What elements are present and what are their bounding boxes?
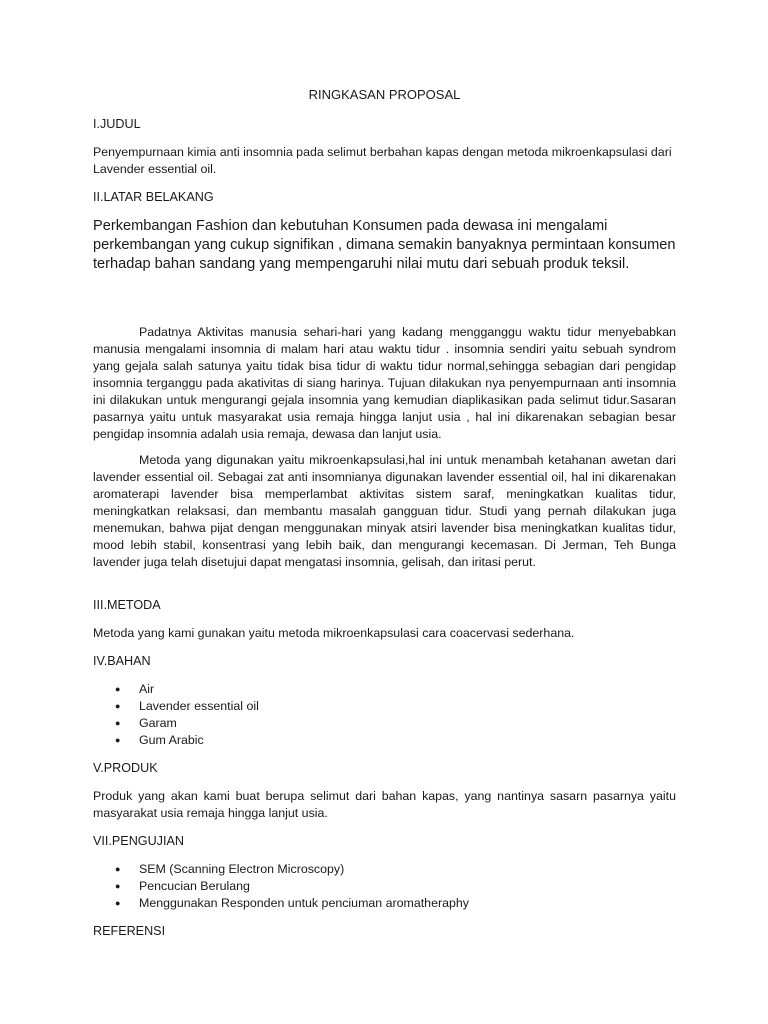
pengujian-list — [93, 861, 676, 912]
list-item-text: Air — [139, 682, 155, 696]
heading-judul: I.JUDUL — [93, 117, 141, 131]
heading-pengujian: VII.PENGUJIAN — [93, 834, 184, 848]
latar-belakang-paragraph-2: Metoda yang digunakan yaitu mikroenkapsulasi,hal ini untuk menambah ketahanan awetan dari lavender essential oil. Sebagai zat anti insomnianya digunakan lavender essential oil, hal ini dikarenakan aromaterapi lavender bisa memperlambat aktivitas sistem saraf, meningkatkan kualitas tidur, meningkatkan relaksasi, dan membantu masalah gangguan tidur. Studi yang pernah dilakukan juga menemukan, bahwa pijat dengan menggunakan minyak atsiri lavender bisa meningkatkan kualitas tidur, mood lebih stabil, konsentrasi yang lebih baik, dan mengurangi kecemasan. Di Jerman, Teh Bunga lavender juga telah disetujui dapat mengatasi insomnia, gelisah, dan iritasi perut. — [93, 453, 676, 569]
list-item-text: Menggunakan Responden untuk penciuman aromatheraphy — [139, 896, 469, 910]
heading-bahan: IV.BAHAN — [93, 654, 151, 668]
bullet-icon: ● — [115, 735, 121, 745]
list-item — [115, 732, 676, 749]
bullet-icon: ● — [115, 881, 121, 891]
list-item — [115, 698, 676, 715]
document-content — [93, 86, 676, 951]
document-title: RINGKASAN PROPOSAL — [308, 87, 461, 102]
metoda-text: Metoda yang kami gunakan yaitu metoda mikroenkapsulasi cara coacervasi sederhana. — [93, 626, 575, 640]
heading-metoda: III.METODA — [93, 598, 161, 612]
latar-belakang-intro: Perkembangan Fashion dan kebutuhan Konsumen pada dewasa ini mengalami perkembangan yang cukup signifikan , dimana semakin banyaknya permintaan konsumen terhadap bahan sandang yang mempengaruhi nilai mutu dari sebuah produk teksil. — [93, 218, 676, 272]
produk-text: Produk yang akan kami buat berupa selimut dari bahan kapas, yang nantinya sasarn pasarnya yaitu masyarakat usia remaja hingga lanjut usia. — [93, 789, 676, 820]
list-item-text: Garam — [139, 716, 177, 730]
list-item-text: SEM (Scanning Electron Microscopy) — [139, 862, 345, 876]
bullet-icon: ● — [115, 701, 121, 711]
list-item-text: Lavender essential oil — [139, 699, 259, 713]
latar-belakang-paragraph-1: Padatnya Aktivitas manusia sehari-hari yang kadang mengganggu waktu tidur menyebabkan manusia mengalami insomnia di malam hari atau waktu tidur . insomnia sendiri yaitu sebuah syndrom yang gejala salah satunya yaitu tidak bisa tidur di waktu tidur normal,sehingga sebagian dari pengidap insomnia terganggu pada akativitas di siang harinya. Tujuan dilakukan nya penyempurnaan anti insomnia ini dilakukan untuk mengurangi gejala insomnia yang kemudian diaplikasikan pada selimut tidur.Sasaran pasarnya yaitu untuk masyarakat usia remaja hingga lanjut usia , hal ini dikarenakan sebagian besar pengidap insomnia adalah usia remaja, dewasa dan lanjut usia. — [93, 325, 676, 441]
list-item — [115, 715, 676, 732]
bullet-icon: ● — [115, 684, 121, 694]
bullet-icon: ● — [115, 898, 121, 908]
heading-produk: V.PRODUK — [93, 761, 158, 775]
list-item — [115, 878, 676, 895]
judul-text: Penyempurnaan kimia anti insomnia pada selimut berbahan kapas dengan metoda mikroenkapsulasi dari Lavender essential oil. — [93, 145, 672, 176]
bullet-icon: ● — [115, 718, 121, 728]
bullet-icon: ● — [115, 864, 121, 874]
list-item-text: Pencucian Berulang — [139, 879, 250, 893]
bahan-list — [93, 681, 676, 749]
list-item-text: Gum Arabic — [139, 733, 204, 747]
heading-referensi: REFERENSI — [93, 924, 166, 938]
list-item — [115, 861, 676, 878]
heading-latar-belakang: II.LATAR BELAKANG — [93, 190, 214, 204]
list-item — [115, 681, 676, 698]
list-item — [115, 895, 676, 912]
